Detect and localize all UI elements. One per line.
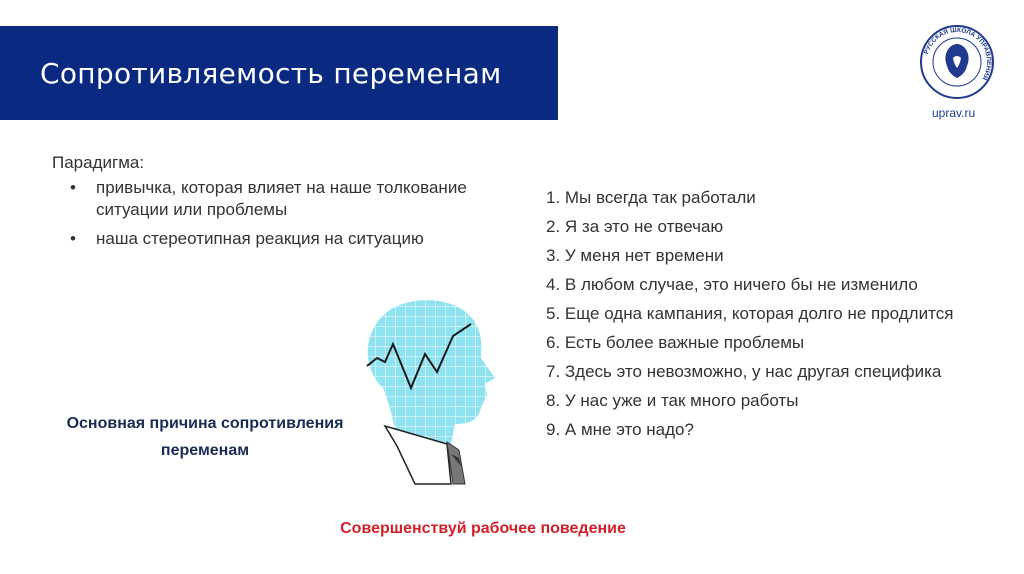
paradigm-heading: Парадигма: bbox=[52, 153, 145, 172]
paradigm-bullet: • наша стереотипная реакция на ситуацию bbox=[96, 228, 532, 250]
list-item: 8. У нас уже и так много работы bbox=[546, 391, 799, 410]
list-item: 4. В любом случае, это ничего бы не изменило bbox=[546, 275, 918, 294]
list-item: 1. Мы всегда так работали bbox=[546, 188, 756, 207]
tagline: Совершенствуй рабочее поведение bbox=[340, 520, 626, 537]
list-item: 5. Еще одна кампания, которая долго не продлится bbox=[546, 304, 954, 323]
slide-title: Сопротивляемость переменам bbox=[40, 56, 502, 90]
reasons-list bbox=[546, 187, 986, 448]
list-item: 6. Есть более важные проблемы bbox=[546, 333, 805, 352]
list-item: 9. А мне это надо? bbox=[546, 420, 694, 439]
list-item: 3. У меня нет времени bbox=[546, 246, 724, 265]
main-cause-caption: Основная причина сопротивления переменам bbox=[66, 415, 344, 459]
logo-url: uprav.ru bbox=[932, 106, 976, 120]
list-item: 2. Я за это не отвечаю bbox=[546, 217, 724, 236]
paradigm-bullet: • привычка, которая влияет на наше толкование ситуации или проблемы bbox=[96, 177, 532, 221]
list-item: 7. Здесь это невозможно, у нас другая специфика bbox=[546, 362, 942, 381]
paradigm-list bbox=[52, 177, 532, 250]
lion-logo-icon bbox=[919, 24, 995, 100]
head-profile-graph-illustration bbox=[355, 296, 505, 488]
svg-text:РУССКАЯ ШКОЛА УПРАВЛЕНИЯ: РУССКАЯ ШКОЛА УПРАВЛЕНИЯ bbox=[923, 26, 993, 81]
paradigm-block bbox=[52, 153, 532, 257]
title-bar bbox=[0, 26, 558, 120]
